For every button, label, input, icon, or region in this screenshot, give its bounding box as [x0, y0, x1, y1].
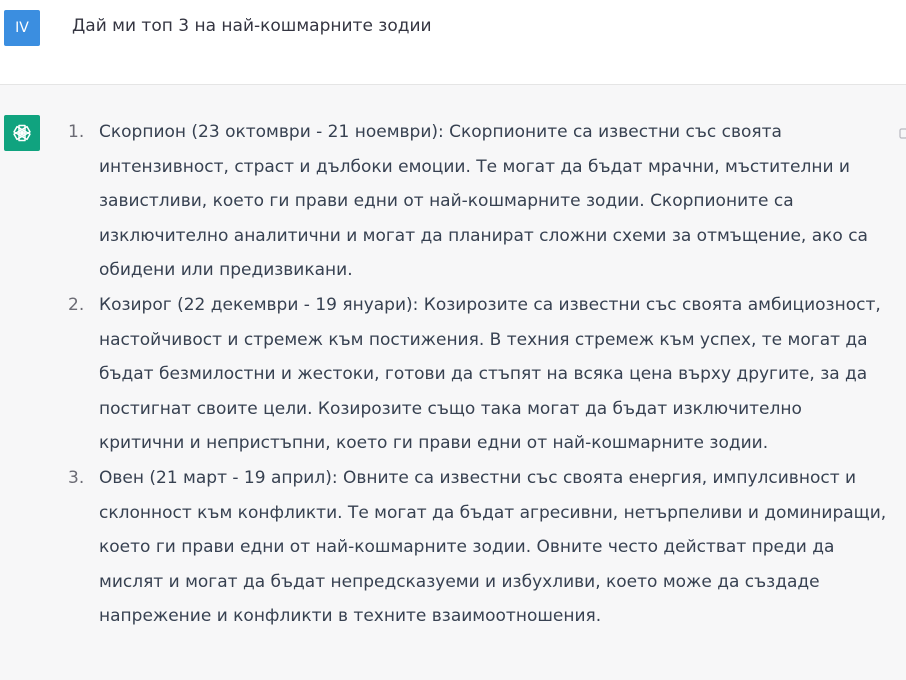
list-item — [68, 461, 888, 634]
list-item-number: 3. — [68, 467, 85, 488]
copy-icon[interactable] — [899, 125, 906, 137]
user-message-row — [0, 0, 906, 85]
list-item-text: Скорпион (23 октомври - 21 ноември): Скорпионите са известни със своята интензивност, страст и дълбоки емоции. Те могат да бъдат мрачни, мъстителни и завистливи, което ги прави едни от най-кошмарните зодии. Скорпионите са изключително аналитични и могат да планират сложни схеми за отмъщение, ако са обидени или предизвикани. — [99, 122, 868, 281]
list-item — [68, 288, 888, 461]
list-item-number: 1. — [68, 122, 85, 142]
list-item-text: Овен (21 март - 19 април): Овните са известни със своята енергия, импулсивност и склонност към конфликти. Те могат да бъдат агресивни, нетърпеливи и доминиращи, което ги прави едни от най-кошмарните зодии. Овните често действат преди да мислят и могат да бъдат непредсказуеми и избухливи, което може да създаде напрежение и конфликти в техните взаимоотношения. — [99, 467, 887, 627]
list-item — [68, 115, 888, 288]
assistant-answer-list — [68, 115, 888, 634]
list-item-text: Козирог (22 декември - 19 януари): Козирозите са известни със своята амбициозност, настойчивост и стремеж към постижения. В техния стремеж към успех, те могат да бъдат безмилостни и жестоки, готови да стъпят на всяка цена върху другите, за да постигнат своите цели. Козирозите също така могат да бъдат изключително критични и непристъпни, което ги прави едни от най-кошмарните зодии. — [99, 294, 881, 454]
assistant-message-row — [0, 85, 906, 680]
openai-logo-icon — [4, 115, 40, 151]
list-item-number: 2. — [68, 294, 85, 315]
user-avatar: IV — [4, 10, 40, 46]
user-message-text: Дай ми топ 3 на най-кошмарните зодии — [72, 16, 432, 36]
